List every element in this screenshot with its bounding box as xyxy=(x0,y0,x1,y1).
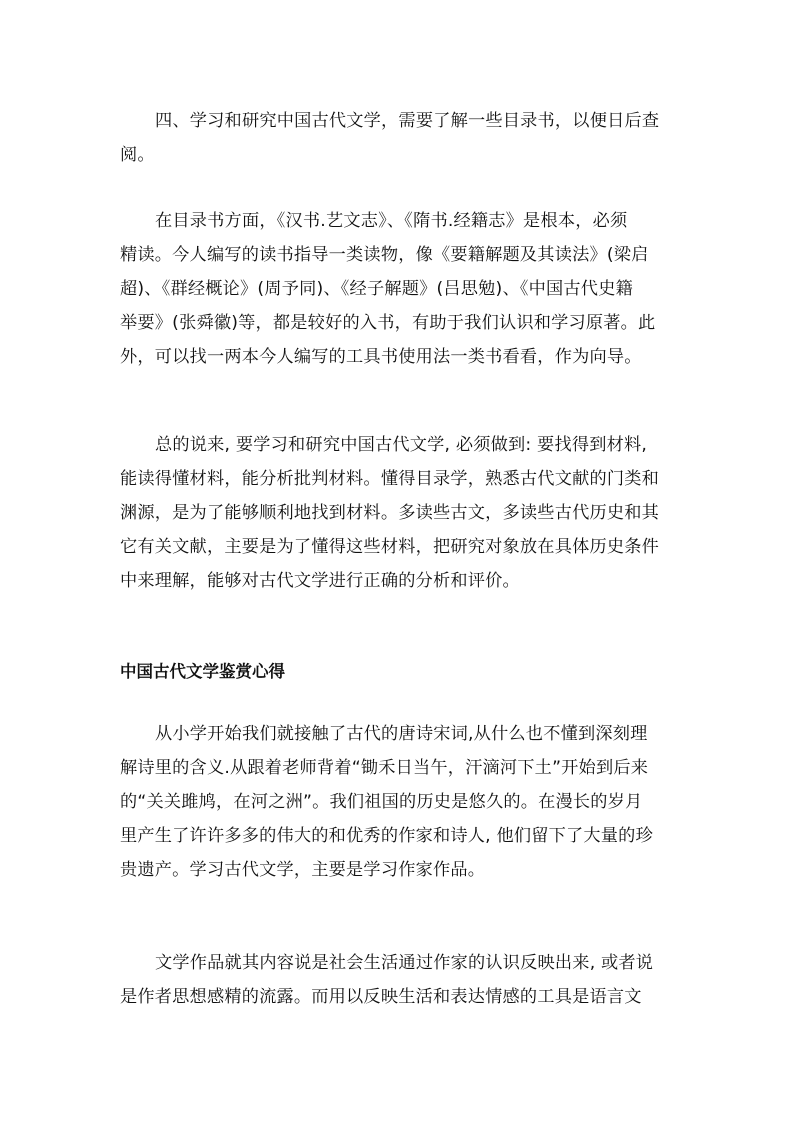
paragraph-line: 它有关文献，主要是为了懂得这些材料，把研究对象放在具体历史条件 xyxy=(120,537,660,557)
paragraph-line: 总的说来, 要学习和研究中国古代文学, 必须做到: 要找得到材料, xyxy=(155,435,648,455)
paragraph-line: 的“关关雎鸠，在河之洲”。我们祖国的历史是悠久的。在漫长的岁月 xyxy=(120,792,643,812)
paragraph-1 xyxy=(120,104,680,172)
paragraph-line: 解诗里的含义.从跟着老师背着“锄禾日当午，汗滴河下土”开始到后来 xyxy=(120,758,649,778)
paragraph-line: 渊源，是为了能够顺利地找到材料。多读些古文，多读些古代历史和其 xyxy=(120,503,660,523)
paragraph-line: 精读。今人编写的读书指导一类读物，像《要籍解题及其读法》(梁启 xyxy=(120,245,649,265)
paragraph-3 xyxy=(120,428,680,598)
paragraph-line: 外，可以找一两本今人编写的工具书使用法一类书看看，作为向导。 xyxy=(120,347,642,367)
paragraph-line: 中来理解，能够对古代文学进行正确的分析和评价。 xyxy=(120,571,520,591)
section-heading: 中国古代文学鉴赏心得 xyxy=(120,662,285,681)
paragraph-line: 文学作品就其内容说是社会生活通过作家的认识反映出来, 或者说 xyxy=(155,953,654,973)
paragraph-line: 是作者思想感精的流露。而用以反映生活和表达情感的工具是语言文 xyxy=(120,987,642,1007)
paragraph-5 xyxy=(120,946,680,1014)
paragraph-line: 四、学习和研究中国古代文学，需要了解一些目录书，以便日后查 xyxy=(155,111,660,131)
paragraph-line: 阅。 xyxy=(120,145,155,165)
paragraph-line: 从小学开始我们就接触了古代的唐诗宋词,从什么也不懂到深刻理 xyxy=(155,724,648,744)
paragraph-line: 在目录书方面，《汉书.艺文志》、《隋书.经籍志》是根本，必须 xyxy=(155,211,628,231)
paragraph-line: 举要》(张舜徽)等，都是较好的入书，有助于我们认识和学习原著。此 xyxy=(120,313,656,333)
paragraph-line: 超)、《群经概论》(周予同)、《经子解题》(吕思勉)、《中国古代史籍 xyxy=(120,279,633,299)
paragraph-line: 里产生了许许多多的伟大的和优秀的作家和诗人, 他们留下了大量的珍 xyxy=(120,826,653,846)
paragraph-2 xyxy=(120,204,680,374)
paragraph-line: 能读得懂材料，能分析批判材料。懂得目录学，熟悉古代文献的门类和 xyxy=(120,469,660,489)
paragraph-line: 贵遗产。学习古代文学，主要是学习作家作品。 xyxy=(120,860,486,880)
paragraph-4 xyxy=(120,717,680,887)
